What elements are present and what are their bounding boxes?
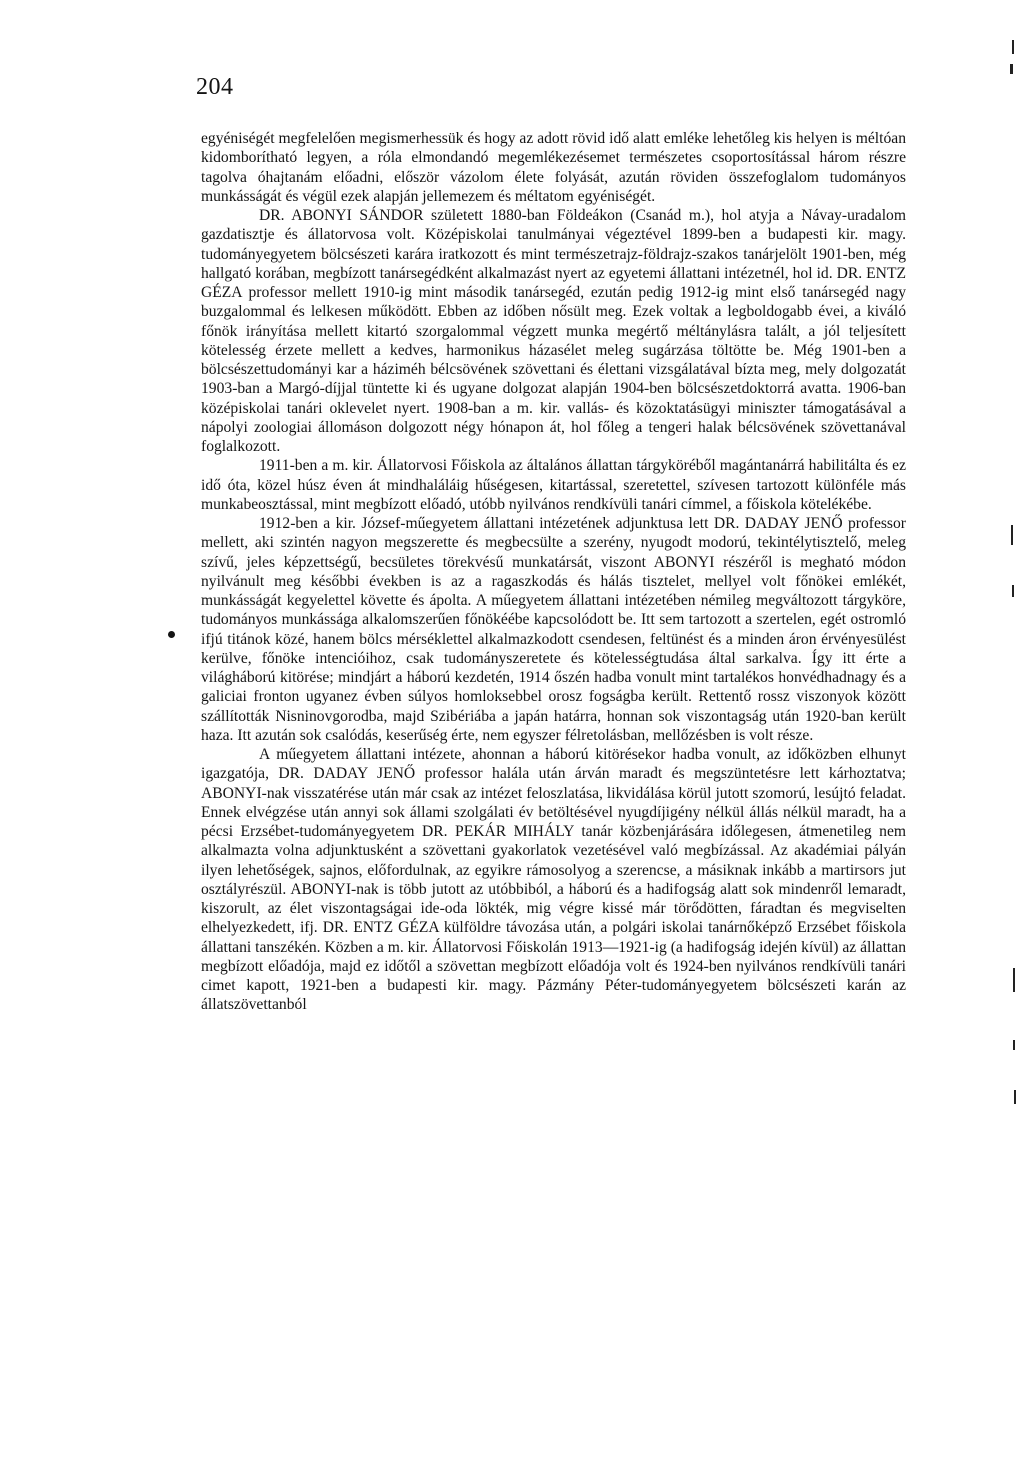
paragraph: egyéniségét megfelelően megismerhessük és hogy az adott rövid idő alatt emléke lehetőleg kis helyen is méltóan kidomborítható legyen, a róla elmondandó megemlékezésemet természetes csoportosítással három részre tagolva óhajtanám előadni, először vázolom élete folyását, azután röviden összefoglalom tudományos munkásságát és végül ezek alapján jellemezem és méltatom egyéniségét. [201, 130, 906, 205]
margin-mark [1013, 1040, 1015, 1050]
paragraph: A műegyetem állattani intézete, ahonnan a háború kitörésekor hadba vonult, az időközben elhunyt igazgatója, DR. DADAY JENŐ professor halála után árván maradt és megszüntetésre lett kárhoztatva; ABONYI-nak visszatérése után már csak az intézet feloszlatása, likvidálása körül jutott szomorú, lesújtó feladat. Ennek elvégzése után annyi sok állami szolgálati év betöltésével nyugdíjigény nélkül állás nélkül maradt, ha a pécsi Erzsébet-tudományegyetem DR. PEKÁR MIHÁLY tanár közbenjárására időlegesen, átmenetileg nem alkalmazta volna adjunktusként a szövettani gyakorlatok vezetésével való megbízással. Az akadémiai pályán ilyen lehetőségek, sajnos, előfordulnak, az egyikre rámosolyog a szerencse, a másiknak inkább a martirsors jut osztályrészül. ABONYI-nak is több jutott az utóbbiból, a háború és a hadifogság alatt sok mindenről lemaradt, kiszorult, az élet viszontagságai ide-oda lökték, mig végre kissé már törődötten, fáradtan és megviselten elhelyezkedett, ifj. DR. ENTZ GÉZA külföldre távozása után, a polgári iskolai tanárnőképző Erzsébet főiskola állattani tanszékén. Közben a m. kir. Állatorvosi Főiskolán 1913—1921-ig (a hadifogság idején kívül) az állattan megbízott előadója, majd ez időtől a szövettan megbízott előadója volt és 1924-ben nyilvános rendkívüli tanári cimet kapott, 1921-ben a budapesti kir. magy. Pázmány Péter-tudományegyetem bölcsészeti karán az állatszövettanból [201, 746, 906, 1014]
margin-mark [1011, 525, 1013, 545]
margin-dot [168, 631, 175, 638]
paragraph: 1912-ben a kir. József-műegyetem állattani intézetének adjunktusa lett DR. DADAY JENŐ professor mellett, aki szintén nagyon megszerette és megbecsülte a szerény, nyugodt modorú, tekintélytisztelő, meleg szívű, jeles képzettségű, becsületes törekvésű munkatársát, viszont ABONYI részéről is megható módon nyilvánult meg későbbi években is az a ragaszkodás és hálás tisztelet, mellyel volt főnökei emlékét, munkásságát kegyelettel követte és ápolta. A műegyetem állattani intézetében némileg megváltozott tárgyköre, tudományos munkássága alkalomszerűen főnökéébe kapcsolódott be. Itt sem tartozott a szertelen, egét ostromló ifjú titánok közé, hanem bölcs mérséklettel alkalmazkodott csendesen, feltünést és a minden áron érvényesülést kerülve, főnöke intencióihoz, csak tudományszeretete és kötelességtudása által sarkalva. Így itt érte a világháború kitörése; mindjárt a háború kezdetén, 1914 őszén hadba vonult mint tartalékos honvédhadnagy és a galiciai fronton ugyanez évben súlyos homloksebbel orosz fogságba került. Rettentő rossz viszonyok között szállították Nisninovgorodba, majd Szibériába a japán határra, honnan sok viszontagság után 1920-ban került haza. Itt azután sok csalódás, keserűség érte, nem egyszer félretolásban, mellőzésben is volt része. [201, 515, 906, 744]
margin-mark [1010, 64, 1013, 74]
page-number: 204 [196, 74, 234, 100]
paragraph: 1911-ben a m. kir. Állatorvosi Főiskola az általános állattan tárgyköréből magántanárrá habilitálta és ez idő óta, közel húsz éven át mindhaláláig hűségesen, kitartással, szeretettel, szívesen tartozott különféle más munkabeosztással, mint megbízott előadó, utóbb nyilvános rendkívüli tanári címmel, a főiskola kötelékébe. [201, 457, 906, 513]
article-body [201, 129, 906, 1015]
margin-mark [1012, 40, 1014, 54]
paragraph: DR. ABONYI SÁNDOR született 1880-ban Földeákon (Csanád m.), hol atyja a Návay-uradalom gazdatisztje és állatorvosa volt. Középiskolai tanulmányai végeztével 1899-ben a budapesti kir. magy. tudományegyetem bölcsészeti karára iratkozott és mint természetrajz-földrajz-szakos tanárjelölt 1901-ben, még hallgató korában, megbízott tanársegédként alkalmazást nyert az egyetemi állattani intézetnél, hol id. DR. ENTZ GÉZA professor mellett 1910-ig mint második tanársegéd, ezután pedig 1912-ig mint első tanársegéd nagy buzgalommal és lelkesen működött. Ebben az időben nősült meg. Ezek voltak a legboldogabb évei, a kiváló főnök irányítása mellett kitartó szorgalommal végzett munka megértő méltánylásra talált, a jól teljesített kötelesség érzete mellett a kedves, harmonikus házasélet meleg sugárzása töltötte be. Még 1901-ben a bölcsészettudományi kar a háziméh bélcsövének szövettani és élettani vizsgálatával bízta meg, mely dolgozatát 1903-ban a Margó-díjjal tüntette ki és ugyane dolgozat alapján 1904-ben bölcsészetdoktorrá avatta. 1906-ban középiskolai tanári oklevelet nyert. 1908-ban a m. kir. vallás- és közoktatásügyi miniszter támogatásával a nápolyi zoologiai állomáson dolgozott négy hónapon át, hol főleg a tengeri halak bélcsövének szövettanával foglalkozott. [201, 207, 906, 455]
margin-mark [1013, 968, 1015, 992]
margin-mark [1012, 585, 1014, 597]
margin-mark [1014, 1090, 1016, 1104]
